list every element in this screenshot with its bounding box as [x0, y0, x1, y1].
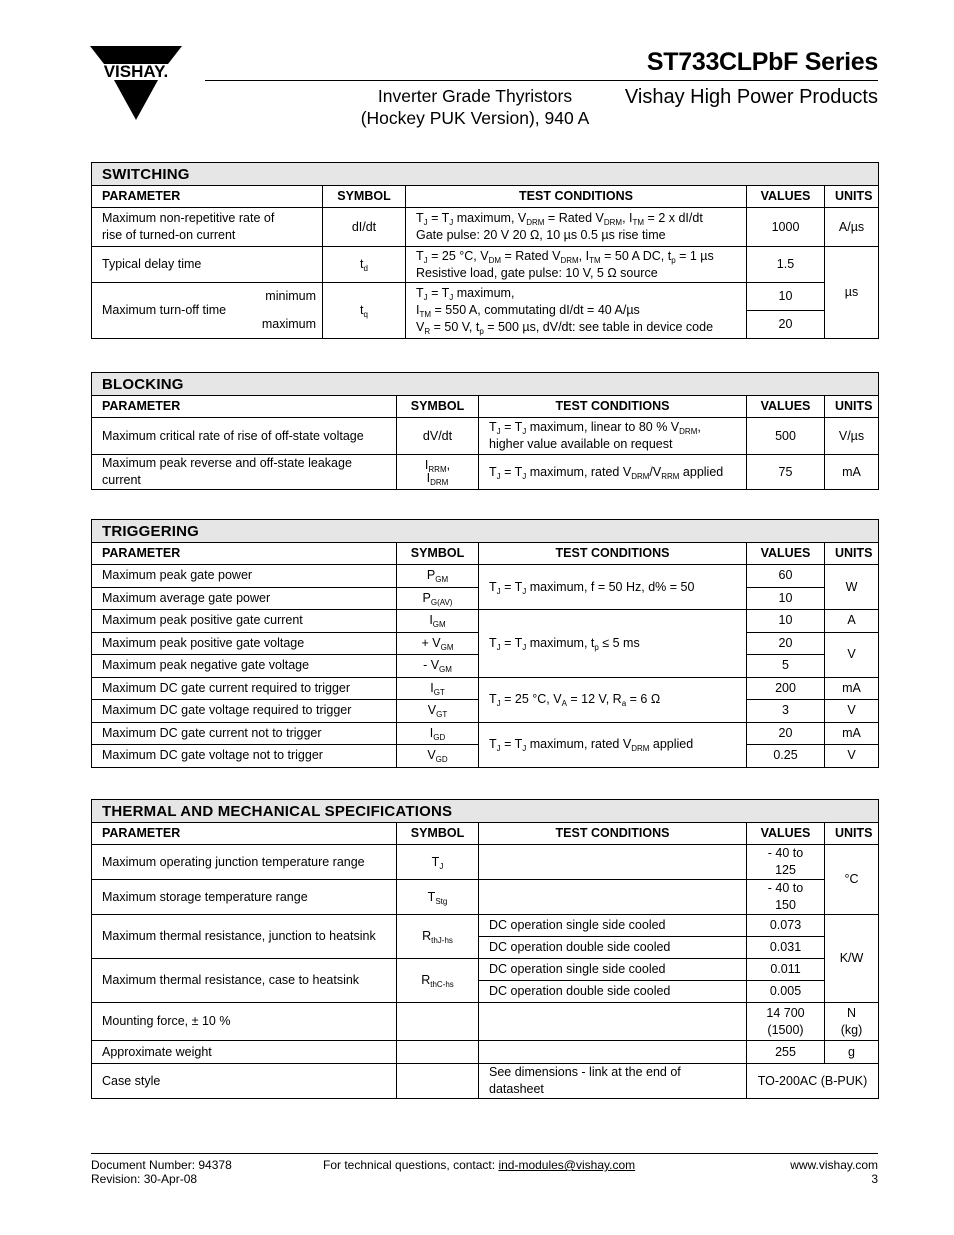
- param-cell: Maximum peak positive gate voltage: [92, 632, 397, 655]
- unit-cell: mA: [825, 455, 879, 490]
- param-cell: [92, 208, 323, 247]
- contact-text: For technical questions, contact:: [323, 1158, 499, 1172]
- unit-cell: °C: [825, 845, 879, 915]
- value-cell: 75: [747, 455, 825, 490]
- value-cell: 20: [747, 722, 825, 745]
- footer-contact: [323, 1158, 635, 1172]
- blocking-table: [91, 372, 879, 490]
- col-parameter: PARAMETER: [92, 823, 397, 845]
- table-row: [92, 455, 879, 490]
- condition-line: Resistive load, gate pulse: 10 V, 5 Ω source: [416, 265, 658, 280]
- param-cell: Approximate weight: [92, 1041, 397, 1064]
- value-cell: 10: [747, 610, 825, 633]
- col-symbol: SYMBOL: [323, 186, 406, 208]
- vishay-logo: [88, 44, 184, 122]
- section-title-blocking: BLOCKING: [92, 373, 879, 396]
- value-cell: 500: [747, 418, 825, 455]
- table-row: [92, 959, 879, 981]
- col-units: UNITS: [825, 396, 879, 418]
- col-test-conditions: TEST CONDITIONS: [479, 823, 747, 845]
- condition-cell: [479, 1003, 747, 1041]
- value-cell: - 40 to 125: [747, 845, 825, 880]
- condition-cell: $T_J = 25$ °C, $V_A = 12$ V, $R_a = 6$ Ω: [479, 677, 747, 722]
- param-cell: Maximum peak positive gate current: [92, 610, 397, 633]
- param-cell: Maximum average gate power: [92, 587, 397, 610]
- symbol-cell: $T_J$: [397, 845, 479, 880]
- col-parameter: PARAMETER: [92, 396, 397, 418]
- symbol-cell: $R_{thJ-hs}$: [397, 915, 479, 959]
- symbol-cell: [397, 1041, 479, 1064]
- condition-line: $T_J = 25$ °C, $V_{DM}$ = Rated $V_{DRM}$, $I_{TM} = 50$ A DC, $t_p = 1$ µs: [416, 248, 714, 265]
- symbol-cell: $V_{GD}$: [397, 745, 479, 768]
- value-cell: - 40 to 150: [747, 880, 825, 915]
- condition-line: Gate pulse: 20 V 20 Ω, 10 µs 0.5 µs rise time: [416, 228, 666, 242]
- param-cell: [92, 283, 323, 339]
- param-cell: Typical delay time: [92, 247, 323, 283]
- col-test-conditions: TEST CONDITIONS: [479, 543, 747, 565]
- unit-cell: [825, 1003, 879, 1041]
- unit-cell: V: [825, 632, 879, 677]
- col-values: VALUES: [747, 396, 825, 418]
- param-cell: Case style: [92, 1064, 397, 1099]
- condition-cell: [406, 208, 747, 247]
- footer-site: [790, 1158, 878, 1186]
- header-rule: [205, 80, 878, 81]
- unit-line: (kg): [840, 1022, 863, 1037]
- condition-cell: [479, 1041, 747, 1064]
- param-cell: Maximum thermal resistance, case to heatsink: [92, 959, 397, 1003]
- value-cell: 0.25: [747, 745, 825, 768]
- condition-line: $T_J = T_J$ maximum, linear to 80 % $V_{DRM}$,: [489, 420, 701, 436]
- param-cell: Mounting force, ± 10 %: [92, 1003, 397, 1041]
- condition-cell: [479, 880, 747, 915]
- unit-cell: V: [825, 700, 879, 723]
- value-cell: 5: [747, 655, 825, 678]
- param-cell: Maximum DC gate current required to trigger: [92, 677, 397, 700]
- condition-cell: $T_J = T_J$ maximum, rated $V_{DRM}/V_{RRM}$ applied: [479, 455, 747, 490]
- value-cell: 20: [747, 632, 825, 655]
- unit-cell: V/µs: [825, 418, 879, 455]
- col-test-conditions: TEST CONDITIONS: [479, 396, 747, 418]
- table-row: [92, 1041, 879, 1064]
- condition-cell: DC operation single side cooled: [479, 915, 747, 937]
- param-cell: Maximum peak negative gate voltage: [92, 655, 397, 678]
- col-values: VALUES: [747, 823, 825, 845]
- value-cell: 60: [747, 565, 825, 588]
- value-cell: 1.5: [747, 247, 825, 283]
- product-subtitle: [345, 85, 605, 129]
- symbol-cell: $P_{GM}$: [397, 565, 479, 588]
- symbol-cell: $t_q$: [323, 283, 406, 339]
- symbol-cell: $R_{thC-hs}$: [397, 959, 479, 1003]
- section-title-switching: SWITCHING: [92, 163, 879, 186]
- col-parameter: PARAMETER: [92, 186, 323, 208]
- value-cell: 0.011: [747, 959, 825, 981]
- footer-rule: [91, 1153, 878, 1154]
- param-cell: Maximum operating junction temperature range: [92, 845, 397, 880]
- table-row: [92, 1003, 879, 1041]
- minimum-label: minimum: [265, 289, 316, 303]
- section-title-triggering: TRIGGERING: [92, 520, 879, 543]
- condition-cell: $T_J = T_J$ maximum, $t_p \le 5$ ms: [479, 610, 747, 678]
- symbol-cell: $V_{GT}$: [397, 700, 479, 723]
- unit-cell: mA: [825, 722, 879, 745]
- value-cell: [747, 1003, 825, 1041]
- condition-cell: See dimensions - link at the end of datasheet: [479, 1064, 747, 1099]
- division-name: Vishay High Power Products: [624, 86, 878, 108]
- page-number: 3: [871, 1172, 878, 1186]
- table-row: [92, 1064, 879, 1099]
- param-cell: Maximum critical rate of rise of off-state voltage: [92, 418, 397, 455]
- param-cell: Maximum thermal resistance, junction to heatsink: [92, 915, 397, 959]
- param-cell: Maximum storage temperature range: [92, 880, 397, 915]
- revision: Revision: 30-Apr-08: [91, 1172, 198, 1186]
- symbol-cell: + $V_{GM}$: [397, 632, 479, 655]
- col-test-conditions: TEST CONDITIONS: [406, 186, 747, 208]
- condition-cell: $T_J = T_J$ maximum, rated $V_{DRM}$ applied: [479, 722, 747, 767]
- symbol-cell: dV/dt: [397, 418, 479, 455]
- table-row: [92, 677, 879, 700]
- value-cell: 20: [747, 311, 825, 339]
- value-cell: 10: [747, 283, 825, 311]
- table-row: [92, 915, 879, 937]
- table-row: [92, 418, 879, 455]
- col-symbol: SYMBOL: [397, 823, 479, 845]
- table-row: [92, 610, 879, 633]
- switching-table: [91, 162, 879, 339]
- triggering-table: [91, 519, 879, 768]
- condition-line: $T_J = T_J$ maximum, $V_{DRM}$ = Rated $V_{DRM}$, $I_{TM} = 2$ x dI/dt: [416, 211, 703, 227]
- value-cell: 255: [747, 1041, 825, 1064]
- param-line: Maximum non-repetitive rate of: [102, 211, 275, 225]
- symbol-cell: $I_{GM}$: [397, 610, 479, 633]
- condition-cell: [406, 247, 747, 283]
- logo-text: VISHAY.: [103, 62, 169, 81]
- unit-cell: V: [825, 745, 879, 768]
- col-values: VALUES: [747, 543, 825, 565]
- col-symbol: SYMBOL: [397, 543, 479, 565]
- param-cell: Maximum DC gate current not to trigger: [92, 722, 397, 745]
- table-row: [92, 208, 879, 247]
- table-row: [92, 880, 879, 915]
- condition-line: $V_R = 50$ V, $t_p = 500$ µs, dV/dt: see table in device code: [416, 320, 714, 336]
- value-cell: 3: [747, 700, 825, 723]
- condition-cell: [406, 283, 747, 339]
- symbol-cell: [397, 1003, 479, 1041]
- col-units: UNITS: [825, 186, 879, 208]
- unit-cell: µs: [825, 247, 879, 339]
- footer-doc-info: [91, 1158, 232, 1186]
- unit-cell: K/W: [825, 915, 879, 1003]
- website-link[interactable]: www.vishay.com: [790, 1158, 878, 1172]
- symbol-cell: dI/dt: [323, 208, 406, 247]
- subtitle-line-2: (Hockey PUK Version), 940 A: [360, 108, 590, 128]
- table-row: [92, 283, 879, 311]
- col-parameter: PARAMETER: [92, 543, 397, 565]
- value-line: 14 700: [766, 1005, 805, 1020]
- document-number: Document Number: 94378: [91, 1158, 232, 1172]
- condition-cell: DC operation single side cooled: [479, 959, 747, 981]
- condition-cell: $T_J = T_J$ maximum, f = 50 Hz, d% = 50: [479, 565, 747, 610]
- unit-cell: A: [825, 610, 879, 633]
- param-cell: Maximum DC gate voltage not to trigger: [92, 745, 397, 768]
- unit-cell: A/µs: [825, 208, 879, 247]
- param-line: rise of turned-on current: [102, 228, 236, 242]
- table-row: [92, 845, 879, 880]
- condition-cell: [479, 418, 747, 455]
- value-cell: 1000: [747, 208, 825, 247]
- param-cell: Maximum peak reverse and off-state leakage current: [92, 455, 397, 490]
- maximum-label: maximum: [261, 317, 316, 331]
- symbol-cell: $I_{GT}$: [397, 677, 479, 700]
- col-symbol: SYMBOL: [397, 396, 479, 418]
- condition-cell: DC operation double side cooled: [479, 937, 747, 959]
- unit-cell: W: [825, 565, 879, 610]
- table-row: [92, 722, 879, 745]
- symbol-cell: $P_{G(AV)}$: [397, 587, 479, 610]
- value-cell: 10: [747, 587, 825, 610]
- symbol-cell: [397, 1064, 479, 1099]
- col-units: UNITS: [825, 543, 879, 565]
- symbol-cell: $t_d$: [323, 247, 406, 283]
- value-line: (1500): [767, 1022, 804, 1037]
- symbol-cell: $T_{Stg}$: [397, 880, 479, 915]
- table-row: [92, 565, 879, 588]
- unit-cell: g: [825, 1041, 879, 1064]
- condition-cell: DC operation double side cooled: [479, 981, 747, 1003]
- value-cell: TO-200AC (B-PUK): [747, 1064, 879, 1099]
- symbol-cell: $I_{GD}$: [397, 722, 479, 745]
- condition-line: higher value available on request: [489, 437, 673, 451]
- value-cell: 0.073: [747, 915, 825, 937]
- unit-cell: mA: [825, 677, 879, 700]
- condition-cell: [479, 845, 747, 880]
- contact-email-link[interactable]: ind-modules@vishay.com: [498, 1158, 636, 1172]
- param-cell: Maximum peak gate power: [92, 565, 397, 588]
- condition-line: $T_J = T_J$ maximum,: [416, 286, 515, 302]
- param-label: Maximum turn-off time: [102, 303, 227, 317]
- section-title-thermal: THERMAL AND MECHANICAL SPECIFICATIONS: [92, 800, 879, 823]
- symbol-cell: $I_{RRM}$, $I_{DRM}$: [397, 455, 479, 490]
- value-cell: 0.031: [747, 937, 825, 959]
- col-units: UNITS: [825, 823, 879, 845]
- condition-text: commutating dI/dt = 40 A/µs: [484, 303, 640, 317]
- thermal-mechanical-table: [91, 799, 879, 1099]
- col-values: VALUES: [747, 186, 825, 208]
- value-cell: 0.005: [747, 981, 825, 1003]
- symbol-cell: - $V_{GM}$: [397, 655, 479, 678]
- series-title: ST733CLPbF Series: [646, 48, 878, 76]
- unit-line: N: [846, 1005, 857, 1020]
- condition-line: $I_{TM} = 550$ A, commutating dI/dt = 40 A/µs: [416, 303, 640, 319]
- param-cell: Maximum DC gate voltage required to trigger: [92, 700, 397, 723]
- value-cell: 200: [747, 677, 825, 700]
- subtitle-line-1: Inverter Grade Thyristors: [377, 86, 573, 106]
- table-row: [92, 247, 879, 283]
